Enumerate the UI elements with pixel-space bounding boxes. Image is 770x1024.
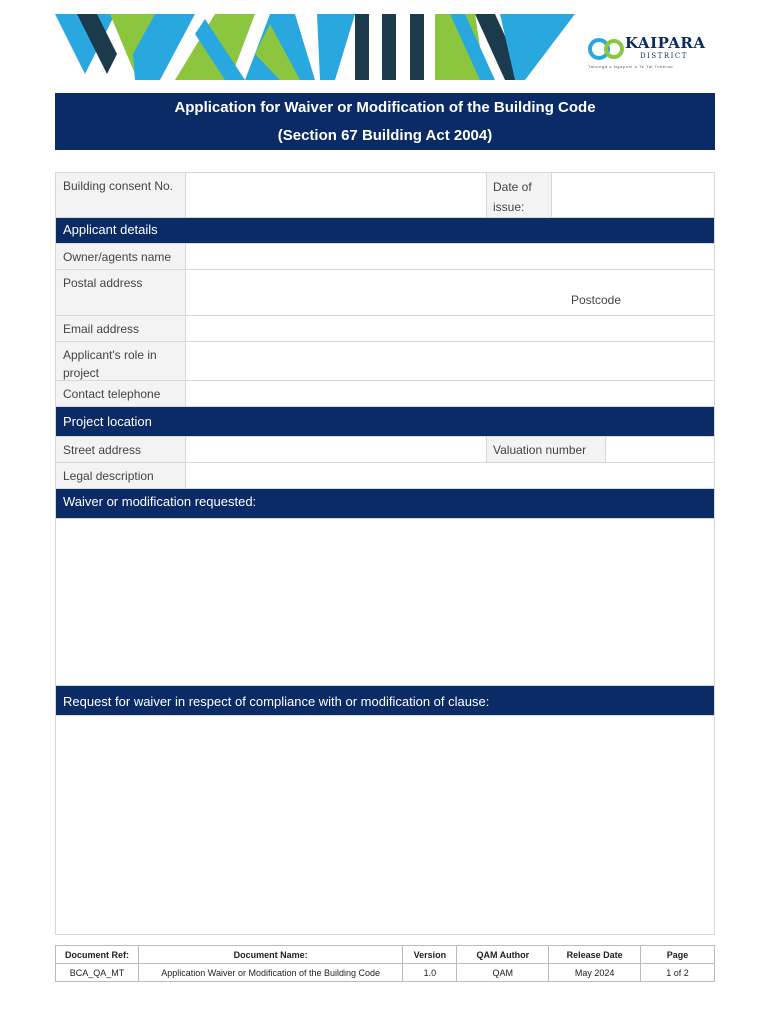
footer-header-cell: Release Date	[549, 946, 641, 964]
applicant-section-header	[55, 218, 715, 244]
footer-value-cell: 1.0	[403, 964, 457, 982]
email-row	[55, 316, 715, 342]
role-label	[56, 342, 186, 380]
project-section-header	[55, 407, 715, 437]
footer-value-cell: QAM	[457, 964, 549, 982]
postal-address-field[interactable]	[187, 270, 714, 315]
waiver-section-title: Waiver or modification requested:	[63, 494, 257, 509]
footer-value-cell: BCA_QA_MT	[56, 964, 139, 982]
footer-header-cell: QAM Author	[457, 946, 549, 964]
role-row	[55, 342, 715, 381]
document-footer-table	[55, 945, 715, 982]
footer-header-cell: Version	[403, 946, 457, 964]
legal-label: Legal description	[56, 463, 186, 488]
footer-header-cell: Document Name:	[138, 946, 402, 964]
project-section-title: Project location	[63, 414, 152, 429]
footer-value-row	[56, 964, 715, 982]
footer-header-row	[56, 946, 715, 964]
postcode-label: Postcode	[571, 293, 622, 307]
phone-field[interactable]	[187, 381, 714, 406]
footer-header-cell: Page	[641, 946, 715, 964]
owner-name-field[interactable]	[187, 244, 714, 269]
phone-label: Contact telephone	[56, 381, 186, 406]
role-label-line-1: Applicant's role in	[63, 348, 157, 362]
legal-row	[55, 463, 715, 489]
owner-row	[55, 244, 715, 270]
phone-row	[55, 381, 715, 407]
title-line-2: (Section 67 Building Act 2004)	[277, 127, 493, 144]
clause-section-header	[55, 686, 715, 716]
waiver-section-header	[55, 489, 715, 519]
document-title	[55, 93, 715, 150]
street-label: Street address	[56, 437, 186, 462]
date-label-line-1: Date of	[493, 180, 532, 194]
valuation-label: Valuation number	[486, 437, 606, 462]
consent-row	[55, 172, 715, 218]
footer-value-cell: Application Waiver or Modification of the Building Code	[138, 964, 402, 982]
owner-label: Owner/agents name	[56, 244, 186, 269]
consent-label: Building consent No.	[56, 173, 186, 217]
postal-row	[55, 270, 715, 316]
clause-section-title: Request for waiver in respect of compliance with or modification of clause:	[63, 694, 490, 709]
date-label	[486, 173, 552, 217]
clause-details-field[interactable]	[55, 716, 715, 935]
legal-description-field[interactable]	[187, 463, 714, 488]
street-row	[55, 437, 715, 463]
role-field[interactable]	[187, 342, 714, 380]
role-label-line-2: project	[63, 366, 100, 380]
waiver-details-field[interactable]	[55, 519, 715, 686]
footer-value-cell: May 2024	[549, 964, 641, 982]
footer-header-cell: Document Ref:	[56, 946, 139, 964]
postal-label: Postal address	[56, 270, 186, 315]
date-label-line-2: issue:	[493, 200, 525, 214]
consent-number-field[interactable]	[187, 173, 486, 217]
logo-tagline: Tahunga o Ngapuhi o Te Tai Tokerau	[588, 64, 674, 69]
valuation-number-field[interactable]	[606, 437, 714, 462]
email-field[interactable]	[187, 316, 714, 341]
logo-sub: DISTRICT	[640, 52, 688, 60]
footer-value-cell: 1 of 2	[641, 964, 715, 982]
date-of-issue-field[interactable]	[552, 173, 714, 217]
application-form	[55, 172, 715, 935]
street-address-field[interactable]	[187, 437, 486, 462]
title-line-1: Application for Waiver or Modification of the Building Code	[174, 99, 596, 116]
logo-name: KAIPARA	[625, 34, 706, 52]
email-label: Email address	[56, 316, 186, 341]
header-banner-graphic	[55, 14, 575, 80]
applicant-section-title: Applicant details	[63, 222, 158, 237]
